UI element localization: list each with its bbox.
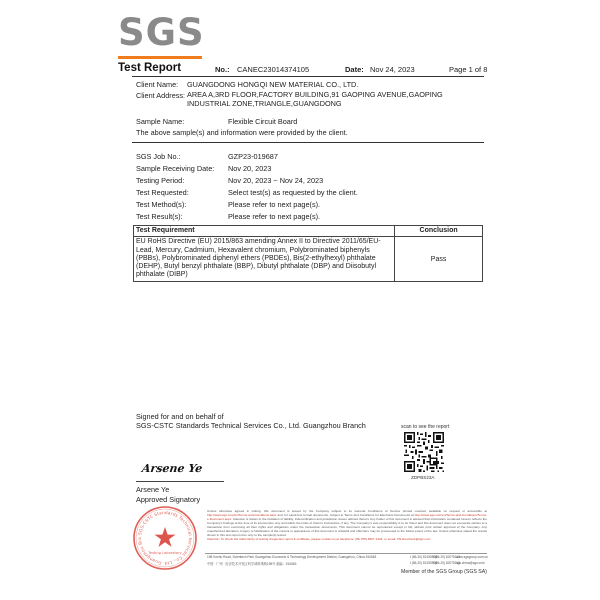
handwritten-signature: Arsene Ye <box>141 462 204 475</box>
test-result-label: Test Result(s): <box>136 212 183 221</box>
job-no-label: SGS Job No.: <box>136 152 181 161</box>
qr-code-image <box>404 432 444 472</box>
receiving-date-value: Nov 20, 2023 <box>228 164 272 173</box>
report-title: Test Report <box>118 62 182 74</box>
report-number-label: No.: <box>215 65 230 74</box>
receiving-date-label: Sample Receiving Date: <box>136 164 215 173</box>
job-no-value: GZP23-019687 <box>228 152 278 161</box>
client-name-value: GUANGDONG HONGQI NEW MATERIAL CO., LTD. <box>187 80 359 89</box>
qr-code[interactable] <box>404 432 444 472</box>
sample-provided-note: The above sample(s) and information were provided by the client. <box>136 128 348 137</box>
signature-line <box>136 481 224 482</box>
legal-text-a: Unless otherwise agreed in writing, this document is issued by the Company subject to its General Conditions of Service printed overleaf, available on request or accessible at <box>207 509 487 513</box>
test-requested-value: Select test(s) as requested by the client. <box>228 188 358 197</box>
sample-name-value: Flexible Circuit Board <box>228 117 298 126</box>
table-header-row <box>134 226 483 237</box>
svg-text:SGS-CSTC Standards Technical S: SGS-CSTC Standards Technical Services Co., Ltd. Guangzhou Bra <box>136 509 194 567</box>
requirement-header: Test Requirement <box>134 226 395 237</box>
table-row <box>134 237 483 281</box>
testing-period-value: Nov 20, 2023 ~ Nov 24, 2023 <box>228 176 324 185</box>
company-seal-stamp <box>132 505 198 571</box>
terms-link[interactable]: http://www.sgs.com/en/Terms-and-Conditions.aspx <box>207 513 277 517</box>
legal-terms-text <box>207 509 487 541</box>
test-method-label: Test Method(s): <box>136 200 187 209</box>
qr-code-id: ZDPBS23A <box>411 475 435 480</box>
e-document-terms-link[interactable]: http://www.sgs.com/en/Terms-and-Conditions/Terms-e-Document.aspx <box>207 513 487 521</box>
seal-icon <box>132 505 198 571</box>
sample-name-label: Sample Name: <box>136 117 185 126</box>
signer-name: Arsene Ye <box>136 485 170 494</box>
report-number-value: CANEC23014374105 <box>237 65 310 74</box>
footer-email[interactable]: sgs.china@sgs.com <box>456 561 485 565</box>
sgs-logo-text: SGS <box>118 11 205 54</box>
page-number: Page 1 of 8 <box>449 65 488 74</box>
footer-address-en: 198 Kezhu Road, Scientech Park Guangzhou Economic & Technology Development District, Guangzhou, China 510663 <box>207 555 377 559</box>
legal-text-b: and, for electronic format documents, subject to Terms and Conditions for Electronic Documents at <box>276 513 415 517</box>
test-result-value: Please refer to next page(s). <box>228 212 321 221</box>
signed-company-line: SGS-CSTC Standards Technical Services Co., Ltd. Guangzhou Branch <box>136 421 366 430</box>
header-divider <box>132 76 484 77</box>
test-method-value: Please refer to next page(s). <box>228 200 321 209</box>
sgs-logo-underline <box>118 56 202 59</box>
signed-behalf-line: Signed for and on behalf of <box>136 412 224 421</box>
legal-text-c: . Attention is drawn to the limitation of liability, indemnification and jurisdiction issues defined therein. Any holder of this document is advised that information contained hereon reflects the Company's findings at the time of its intervention only and within the limits of Client's instructions, if any. The Company's sole responsibility is to its Client and this document does not exonerate parties to a transaction from exercising all their rights and obligations under the transaction documents. This document cannot be reproduced except in full, without prior written approval of the Company. Any unauthorized alteration, forgery or falsification of the content or appearance of this document is unlawful and offenders may be prosecuted to the fullest extent of the law. Unless otherwise stated the results shown in this test report refer only to the sample(s) tested. <box>207 517 487 537</box>
footer-phone-1: t (86-20) 82155555 <box>410 555 438 559</box>
test-requirement-table <box>133 225 483 282</box>
client-address-value: AREA A,3RD FLOOR,FACTORY BUILDING,91 GAOPING AVENUE,GAOPING INDUSTRIAL ZONE,TRIANGLE,GUANGDONG <box>187 90 443 108</box>
report-date-label: Date: <box>345 65 364 74</box>
footer-phone-2: t (86-20) 82155555 <box>410 561 438 565</box>
test-requested-label: Test Requested: <box>136 188 189 197</box>
svg-text:Testing Laboratory: Testing Laboratory <box>148 551 182 555</box>
requirement-cell: EU RoHS Directive (EU) 2015/863 amending Annex II to Directive 2011/65/EU- Lead, Mercury, Cadmium, Hexavalent chromium, Polybrominated biphenyls (PBBs), Polybrominated diphenyl ethers (PBDEs), Bis(2-ethylhexyl) phthalate (DEHP), Butyl benzyl phthalate (BBP), Dibutyl phthalate (DBP) and Diisobutyl phthalate (DIBP) <box>134 237 395 281</box>
sample-divider <box>132 142 484 143</box>
conclusion-header: Conclusion <box>395 226 483 237</box>
footer-address-cn: 中国 · 广州 · 经济技术开发区科学城科珠路198号 邮编：510663 <box>207 562 297 566</box>
authenticity-notice: Attention: To check the authenticity of testing /inspection report & certificate, please contact us at telephone: (86-755) 8307 1443, or email: CN.Doccheck@sgs.com <box>207 537 431 541</box>
conclusion-cell: Pass <box>395 237 483 281</box>
sgs-group-member-note: Member of the SGS Group (SGS SA) <box>401 569 487 575</box>
footer-divider <box>205 553 487 554</box>
sgs-logo <box>118 11 214 54</box>
testing-period-label: Testing Period: <box>136 176 185 185</box>
footer-fax-1: f (86-20) 82075113 <box>433 555 460 559</box>
client-name-label: Client Name: <box>136 80 179 89</box>
footer-website[interactable]: www.sgsgroup.com.cn <box>456 555 488 559</box>
signer-title: Approved Signatory <box>136 495 201 504</box>
client-address-label: Client Address: <box>136 91 186 100</box>
report-date-value: Nov 24, 2023 <box>370 65 415 74</box>
footer-fax-2: f (86-20) 82075113 <box>433 561 460 565</box>
qr-caption: scan to see the report <box>401 424 450 430</box>
